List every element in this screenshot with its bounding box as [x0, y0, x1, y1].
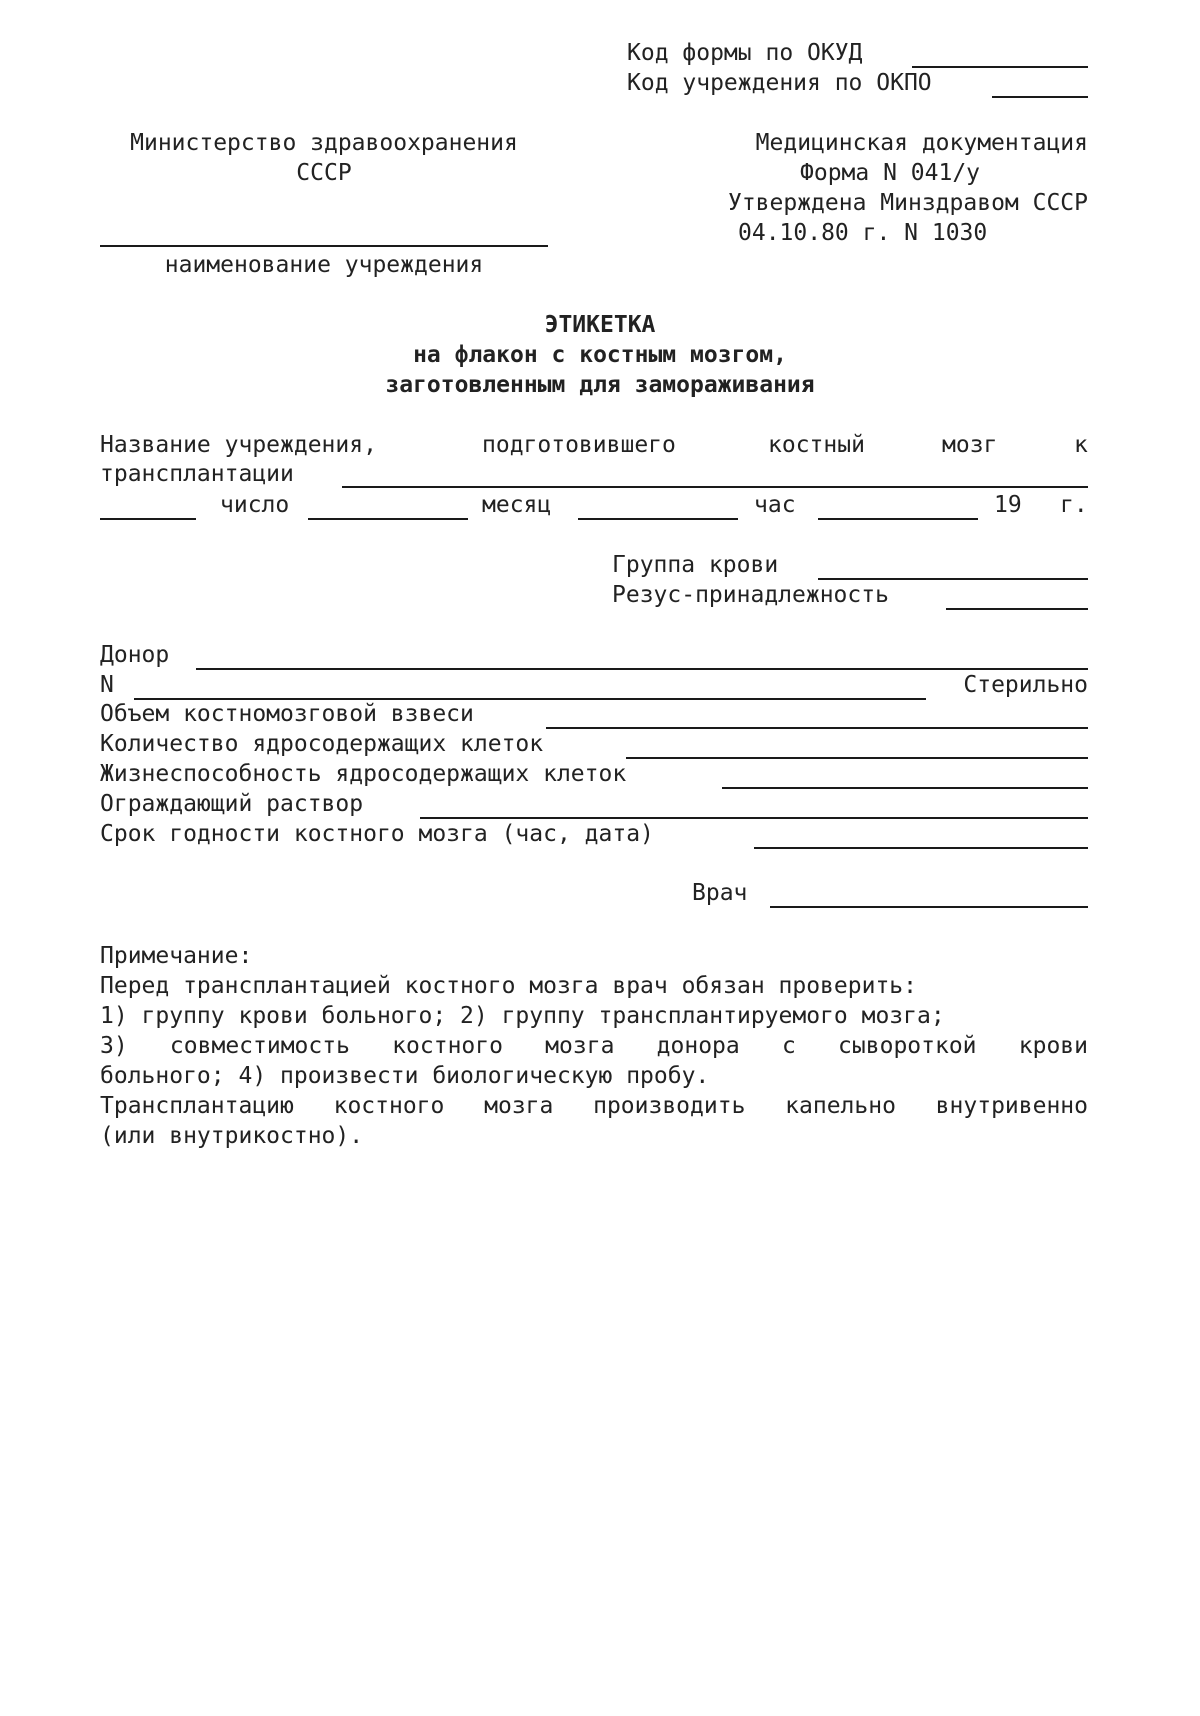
ministry-name: Министерство здравоохранения [130, 130, 518, 156]
note-line-1: Перед трансплантацией костного мозга врач обязан проверить: [100, 973, 917, 999]
institution-word-1: Название учреждения, [100, 432, 377, 458]
title-label: ЭТИКЕТКА [544, 312, 656, 338]
rh-factor-label: Резус-принадлежность [612, 582, 889, 608]
okud-field[interactable] [912, 66, 1088, 68]
institution-prepared-field[interactable] [342, 486, 1088, 488]
doctor-label: Врач [692, 880, 748, 906]
blood-group-label: Группа крови [612, 552, 779, 578]
number-label: N [100, 672, 114, 698]
hour-field[interactable] [818, 518, 978, 520]
year-prefix: 19 [994, 492, 1022, 518]
institution-word-3: костный [768, 432, 865, 458]
volume-field[interactable] [546, 727, 1088, 729]
month-label: месяц [482, 492, 552, 518]
institution-name-field[interactable] [100, 245, 548, 247]
approval-date: 04.10.80 г. N 1030 [738, 220, 988, 246]
volume-label: Объем костномозговой взвеси [100, 701, 474, 727]
note-line-5: Трансплантацию костного мозга производить капельно внутривенно [100, 1093, 1088, 1119]
institution-word-4: мозг [942, 432, 998, 458]
viability-label: Жизнеспособность ядросодержащих клеток [100, 761, 627, 787]
solution-label: Ограждающий раствор [100, 791, 364, 817]
note-line-3: 3) совместимость костного мозга донора с сывороткой крови [100, 1033, 1088, 1059]
blood-group-field[interactable] [818, 578, 1088, 580]
transplant-label: трансплантации [100, 461, 294, 487]
okpo-label: Код учреждения по ОКПО [627, 70, 932, 96]
medical-documentation-label: Медицинская документация [755, 130, 1088, 156]
institution-word-2: подготовившего [482, 432, 676, 458]
okpo-field[interactable] [992, 96, 1088, 98]
hour-label: час [754, 492, 796, 518]
viability-field[interactable] [722, 787, 1088, 789]
note-heading: Примечание: [100, 943, 253, 969]
number-field[interactable] [134, 698, 926, 700]
note-line-4: больного; 4) произвести биологическую пробу. [100, 1063, 710, 1089]
ministry-country: СССР [296, 160, 352, 186]
institution-caption: наименование учреждения [164, 252, 484, 278]
expiry-label: Срок годности костного мозга (час, дата) [100, 821, 654, 847]
approval-label: Утверждена Минздравом СССР [727, 190, 1088, 216]
solution-field[interactable] [420, 817, 1088, 819]
cell-count-field[interactable] [626, 757, 1088, 759]
institution-word-5: к [1074, 432, 1088, 458]
note-line-6: (или внутрикостно). [100, 1123, 364, 1149]
day-label: число [220, 492, 290, 518]
title-subtitle-1: на флакон с костным мозгом, [413, 342, 787, 368]
date-blank-field[interactable] [100, 518, 196, 520]
title-subtitle-2: заготовленным для замораживания [385, 372, 815, 398]
sterile-label: Стерильно [963, 672, 1088, 698]
rh-factor-field[interactable] [946, 608, 1088, 610]
note-line-2: 1) группу крови больного; 2) группу трансплантируемого мозга; [100, 1003, 945, 1029]
form-number: Форма N 041/у [800, 160, 981, 186]
doctor-field[interactable] [770, 906, 1088, 908]
donor-label: Донор [100, 642, 170, 668]
okud-label: Код формы по ОКУД [627, 40, 863, 66]
year-suffix: г. [1060, 492, 1088, 518]
expiry-field[interactable] [754, 847, 1088, 849]
donor-field[interactable] [196, 668, 1088, 670]
cell-count-label: Количество ядросодержащих клеток [100, 731, 544, 757]
day-field[interactable] [308, 518, 468, 520]
month-field[interactable] [578, 518, 738, 520]
